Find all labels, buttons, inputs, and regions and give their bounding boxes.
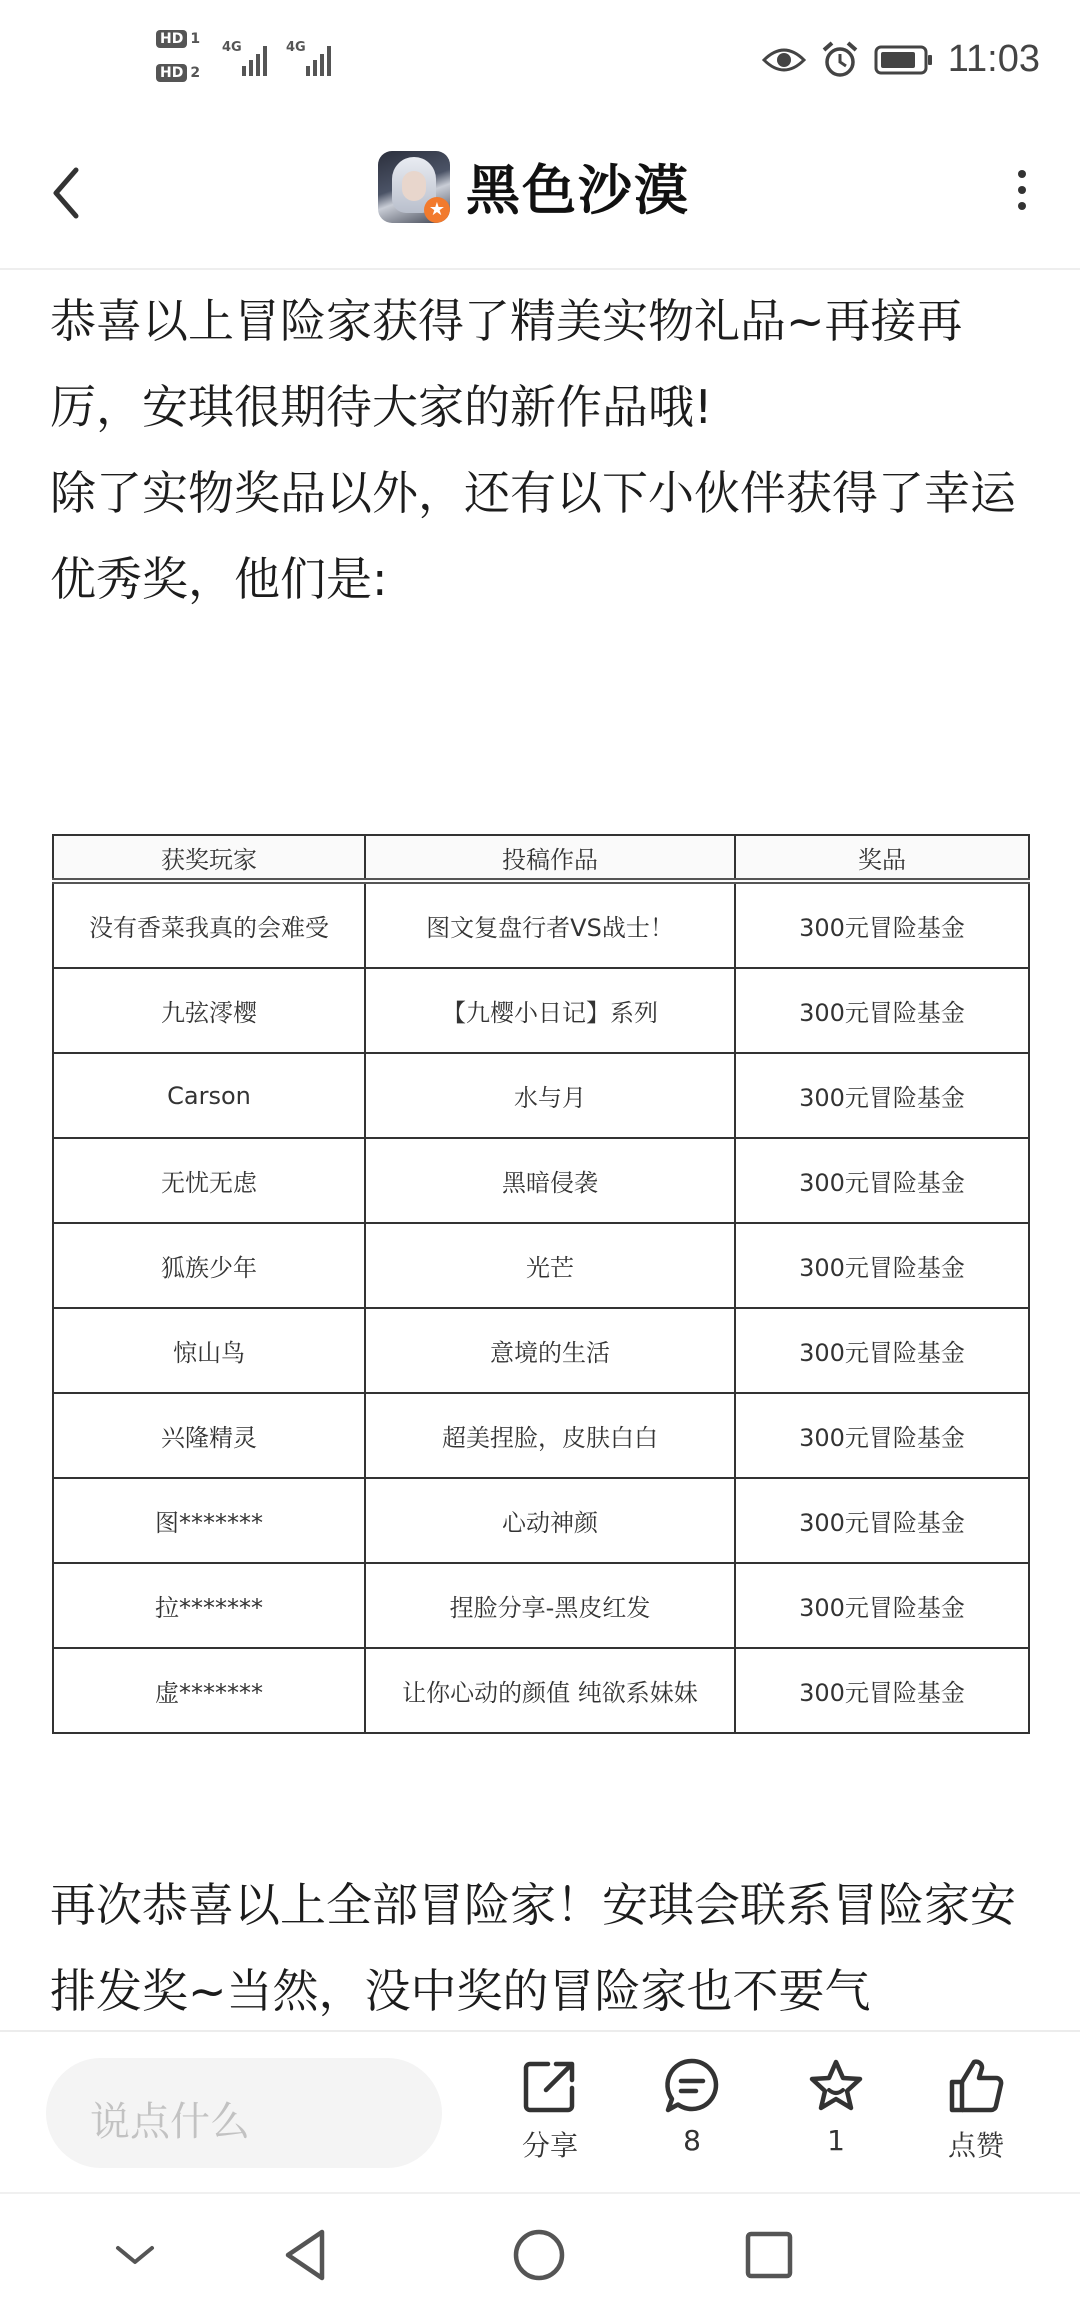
eye-icon — [762, 46, 806, 74]
comment-input[interactable] — [46, 2058, 442, 2168]
app-header — [0, 120, 1080, 270]
share-label: 分享 — [521, 2129, 578, 2162]
system-nav-bar — [0, 2192, 1080, 2312]
badge-icon: ★ — [424, 197, 450, 223]
battery-icon — [874, 44, 934, 76]
table-cell: 意境的生活 — [365, 1308, 735, 1393]
nav-home-icon[interactable] — [504, 2220, 574, 2290]
nav-recents-icon[interactable] — [734, 2220, 804, 2290]
sim2-indicator: HD 2 — [156, 64, 200, 82]
status-right — [762, 38, 1040, 81]
table-row — [53, 968, 1029, 1053]
sim1-indicator: HD 1 — [156, 30, 200, 48]
table-cell: 300元冒险基金 — [735, 881, 1029, 968]
winners-table-image — [52, 834, 1028, 1734]
table-cell: 300元冒险基金 — [735, 1308, 1029, 1393]
table-cell: 300元冒险基金 — [735, 1563, 1029, 1648]
table-cell: 300元冒险基金 — [735, 1648, 1029, 1733]
article-body-continued — [50, 1862, 1040, 2034]
table-cell: 拉******* — [53, 1563, 365, 1648]
table-row — [53, 1223, 1029, 1308]
table-cell: Carson — [53, 1053, 365, 1138]
table-header-row — [53, 835, 1029, 881]
table-cell: 让你心动的颜值 纯欲系妹妹 — [365, 1648, 735, 1733]
table-cell: 捏脸分享-黑皮红发 — [365, 1563, 735, 1648]
table-cell: 【九樱小日记】系列 — [365, 968, 735, 1053]
clock: 11:03 — [947, 38, 1040, 80]
like-label: 点赞 — [947, 2129, 1004, 2162]
article-paragraph: 再次恭喜以上全部冒险家！安琪会联系冒险家安排发奖~当然，没中奖的冒险家也不要气 — [50, 1878, 1016, 2018]
status-bar: HD 1 HD 2 4G 4G 11:03 — [0, 0, 1080, 120]
header-title-group[interactable] — [378, 148, 690, 225]
table-cell: 300元冒险基金 — [735, 968, 1029, 1053]
table-row — [53, 1308, 1029, 1393]
more-vertical-icon[interactable] — [1016, 170, 1028, 218]
table-row — [53, 1053, 1029, 1138]
table-cell: 光芒 — [365, 1223, 735, 1308]
table-row — [53, 1478, 1029, 1563]
star-icon — [806, 2056, 866, 2116]
alarm-icon — [820, 40, 860, 80]
table-cell: 图******* — [53, 1478, 365, 1563]
table-cell: 兴隆精灵 — [53, 1393, 365, 1478]
table-cell: 狐族少年 — [53, 1223, 365, 1308]
comment-icon — [662, 2056, 722, 2116]
table-cell: 没有香菜我真的会难受 — [53, 881, 365, 968]
table-cell: 黑暗侵袭 — [365, 1138, 735, 1223]
table-cell: 水与月 — [365, 1053, 735, 1138]
comment-placeholder: 说点什么 — [90, 2099, 250, 2145]
table-cell: 300元冒险基金 — [735, 1053, 1029, 1138]
game-avatar — [378, 151, 450, 223]
table-cell: 300元冒险基金 — [735, 1138, 1029, 1223]
page-title: 黑色沙漠 — [466, 159, 690, 222]
article-paragraph: 恭喜以上冒险家获得了精美实物礼品~再接再厉，安琪很期待大家的新作品哦! — [50, 294, 963, 434]
table-row — [53, 881, 1029, 968]
nav-back-icon[interactable] — [272, 2220, 342, 2290]
table-cell: 惊山鸟 — [53, 1308, 365, 1393]
like-button[interactable] — [916, 2056, 1036, 2164]
table-cell: 图文复盘行者VS战士！ — [365, 881, 735, 968]
table-header-cell: 奖品 — [735, 835, 1029, 881]
table-cell: 300元冒险基金 — [735, 1393, 1029, 1478]
table-cell: 无忧无虑 — [53, 1138, 365, 1223]
table-row — [53, 1563, 1029, 1648]
table-cell: 虚******* — [53, 1648, 365, 1733]
table-cell: 超美捏脸，皮肤白白 — [365, 1393, 735, 1478]
article-body — [50, 278, 1040, 622]
share-button[interactable] — [490, 2056, 610, 2164]
winners-table — [52, 834, 1030, 1734]
table-cell: 心动神颜 — [365, 1478, 735, 1563]
table-row — [53, 1393, 1029, 1478]
article-paragraph: 除了实物奖品以外，还有以下小伙伴获得了幸运优秀奖，他们是: — [50, 466, 1016, 606]
comment-count: 8 — [683, 2124, 701, 2157]
table-cell: 300元冒险基金 — [735, 1478, 1029, 1563]
table-cell: 九弦澪樱 — [53, 968, 365, 1053]
table-row — [53, 1138, 1029, 1223]
chevron-left-icon[interactable] — [46, 158, 86, 228]
share-icon — [520, 2056, 580, 2116]
table-header-cell: 获奖玩家 — [53, 835, 365, 881]
action-bar — [0, 2030, 1080, 2192]
table-row — [53, 1648, 1029, 1733]
thumbs-up-icon — [946, 2056, 1006, 2116]
favorite-count: 1 — [827, 2124, 845, 2157]
chevron-down-icon[interactable] — [100, 2220, 170, 2290]
favorite-button[interactable] — [776, 2056, 896, 2157]
comment-button[interactable] — [632, 2056, 752, 2157]
table-cell: 300元冒险基金 — [735, 1223, 1029, 1308]
table-header-cell: 投稿作品 — [365, 835, 735, 881]
